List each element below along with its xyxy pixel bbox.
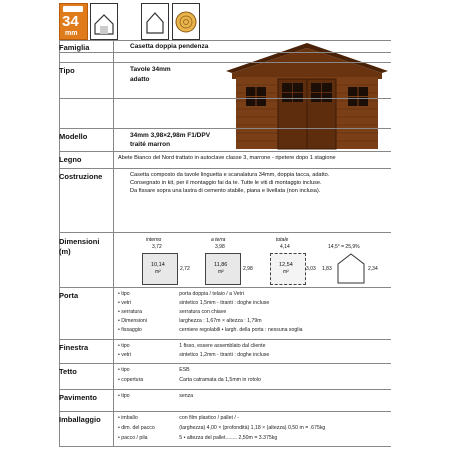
interno-area: 10,14 bbox=[151, 262, 165, 268]
aterra-width: 3,98 bbox=[215, 244, 225, 250]
totale-area-unit: m² bbox=[283, 269, 289, 275]
value-modello-1: 34mm 3,98×2,98m F1/DPV bbox=[130, 132, 211, 139]
porta-item: • vetri sintetico 1,5mm - tiranti : doghe incluse bbox=[118, 300, 270, 306]
label-modello: Modello bbox=[59, 132, 88, 141]
value-legno: Abete Bianco del Nord trattato in autoclave classe 3, marrone - ripetere dopo 1 stagione bbox=[118, 155, 336, 161]
aterra-area-unit: m² bbox=[218, 269, 224, 275]
totale-depth: 3,03 bbox=[306, 266, 316, 272]
pavimento-item: • tipo senza bbox=[118, 393, 194, 399]
totale-title: totale bbox=[276, 237, 289, 243]
imballaggio-item: • dim. del pacco (larghezza) 4,00 × (profondità) 1,18 × (altezza) 0,50 m = .675kg bbox=[118, 425, 326, 431]
label-pavimento: Pavimento bbox=[59, 393, 97, 402]
porta-item: • fissaggio cerniere regolabili • largh. della porta : nessuna soglia bbox=[118, 327, 303, 333]
tetto-item: • tipo ESB bbox=[118, 367, 190, 373]
aterra-title: a terra bbox=[211, 237, 226, 243]
value-tipo-2: adatto bbox=[130, 76, 150, 83]
interno-depth: 2,72 bbox=[180, 266, 190, 272]
label-tetto: Tetto bbox=[59, 367, 77, 376]
label-dimensioni: Dimensioni bbox=[59, 237, 100, 246]
roof-side-height: 1,83 bbox=[322, 266, 332, 272]
finestra-item: • tipo 1 fisso, essere assemblato dal cliente bbox=[118, 343, 266, 349]
label-imballaggio: Imballaggio bbox=[59, 415, 101, 424]
label-finestra: Finestra bbox=[59, 343, 89, 352]
value-famiglia: Casetta doppia pendenza bbox=[130, 43, 209, 50]
roof-ridge-height: 2,34 bbox=[368, 266, 378, 272]
value-tipo-1: Tavole 34mm bbox=[130, 66, 171, 73]
badge-unit: mm bbox=[65, 30, 78, 37]
aterra-depth: 2,98 bbox=[243, 266, 253, 272]
label-porta: Porta bbox=[59, 291, 79, 300]
costruzione-line-2: Consegnato in kit, per il montaggio fai da te. Tutte le viti di montaggio incluse. bbox=[130, 180, 322, 186]
roof-profile-icon bbox=[141, 3, 169, 40]
tetto-item: • copertura Carta catramata da 1,5mm in rotolo bbox=[118, 377, 261, 383]
costruzione-line-3: Da fissare sopra una lastra di cemento stabile, piana e livellata (non inclusa). bbox=[130, 188, 321, 194]
label-costruzione: Costruzione bbox=[59, 172, 103, 181]
finestra-item: • vetri sintetico 1,2mm - tiranti : doghe incluse bbox=[118, 352, 270, 358]
thickness-badge bbox=[59, 3, 88, 40]
imballaggio-item: • imballo con film plastico / pallet / - bbox=[118, 415, 239, 421]
label-famiglia: Famiglia bbox=[59, 43, 90, 52]
house-frame-icon bbox=[90, 3, 118, 40]
wood-disk-icon bbox=[172, 3, 200, 40]
costruzione-line-1: Casetta composto da tavole linguetta e scanalatura 34mm, doppia tacca, adatto. bbox=[130, 172, 330, 178]
value-modello-2: traité marron bbox=[130, 141, 171, 148]
interno-width: 3,72 bbox=[152, 244, 162, 250]
imballaggio-item: • pacco / pila 5 • altezza del pallet........ 2,50m = 3.375kg bbox=[118, 435, 278, 441]
label-tipo: Tipo bbox=[59, 66, 75, 75]
aterra-area: 11,86 bbox=[214, 262, 228, 268]
porta-item: • tipo porta doppia / telaio / a Vetri bbox=[118, 291, 244, 297]
porta-item: • serratura serratura con chiave bbox=[118, 309, 227, 315]
totale-width: 4,14 bbox=[280, 244, 290, 250]
porta-item: • Dimensioni larghezza : 1,67m × altezza : 1,79m bbox=[118, 318, 262, 324]
label-legno: Legno bbox=[59, 155, 82, 164]
board-icon bbox=[63, 6, 83, 12]
product-image bbox=[222, 43, 392, 150]
roof-slope: 14,5° = 25,9% bbox=[328, 244, 360, 250]
totale-area: 12,54 bbox=[279, 262, 293, 268]
interno-area-unit: m² bbox=[155, 269, 161, 275]
badge-text: 34 bbox=[62, 13, 79, 30]
label-dimensioni-unit: (m) bbox=[59, 247, 71, 256]
interno-title: interno bbox=[146, 237, 162, 243]
